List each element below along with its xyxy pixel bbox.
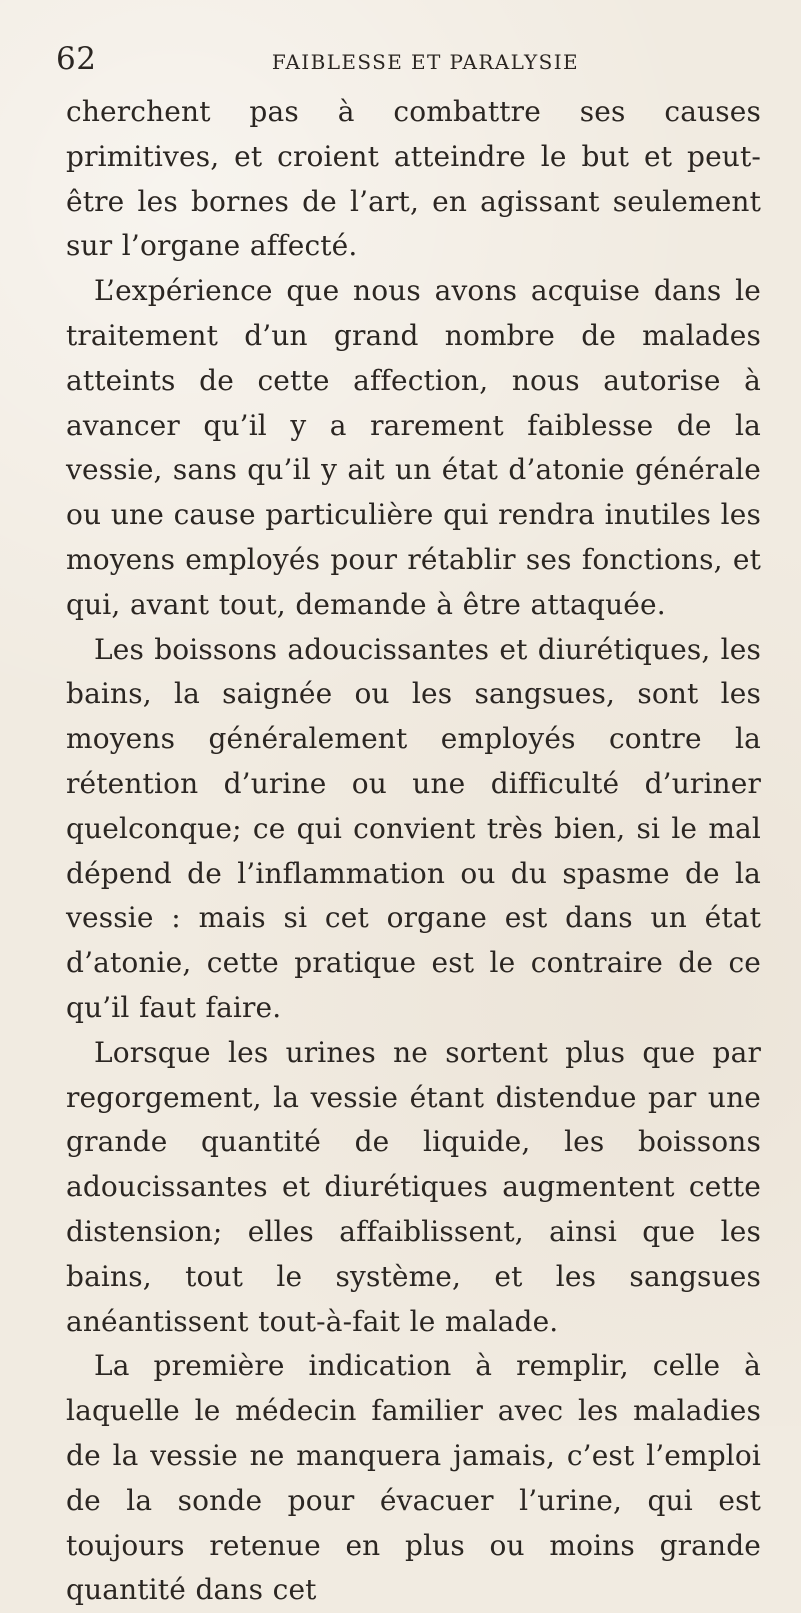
paragraph-4: Lorsque les urines ne sortent plus que par regorgement, la vessie étant distendue par une grande quantité de liquide, les boissons adoucissantes et diurétiques augmentent cette distension; elles affaiblissent, ainsi que les bains, tout le système, et les sangsues anéantissent tout-à-fait le malade. (66, 1035, 761, 1338)
chapter-title: FAIBLESSE ET PARALYSIE (271, 50, 580, 74)
paragraph-5: La première indication à remplir, celle à laquelle le médecin familier avec les maladies de la vessie ne manquera jamais, c’est l’emploi de la sonde pour évacuer l’urine, qui est toujours retenue en plus ou moins grande quantité dans cet (66, 1349, 761, 1607)
paragraph-1: cherchent pas à combattre ses causes primitives, et croient atteindre le but et peut-être les bornes de l’art, en agissant seulement sur l’organe affecté. (66, 95, 761, 263)
body-text (66, 90, 761, 1613)
paragraph-3: Les boissons adoucissantes et diurétiques, les bains, la saignée ou les sangsues, sont les moyens généralement employés contre la rétention d’urine ou une difficulté d’uriner quelconque; ce qui convient très bien, si le mal dépend de l’inflammation ou du spasme de la vessie : mais si cet organe est dans un état d’atonie, cette pratique est le contraire de ce qu’il faut faire. (66, 632, 761, 1024)
running-head (56, 34, 761, 78)
paragraph-2: L’expérience que nous avons acquise dans le traitement d’un grand nombre de malades atteints de cette affection, nous autorise à avancer qu’il y a rarement faiblesse de la vessie, sans qu’il y ait un état d’atonie générale ou une cause particulière qui rendra inutiles les moyens employés pour rétablir ses fonctions, et qui, avant tout, demande à être attaquée. (66, 274, 761, 621)
page-number: 62 (56, 41, 97, 77)
